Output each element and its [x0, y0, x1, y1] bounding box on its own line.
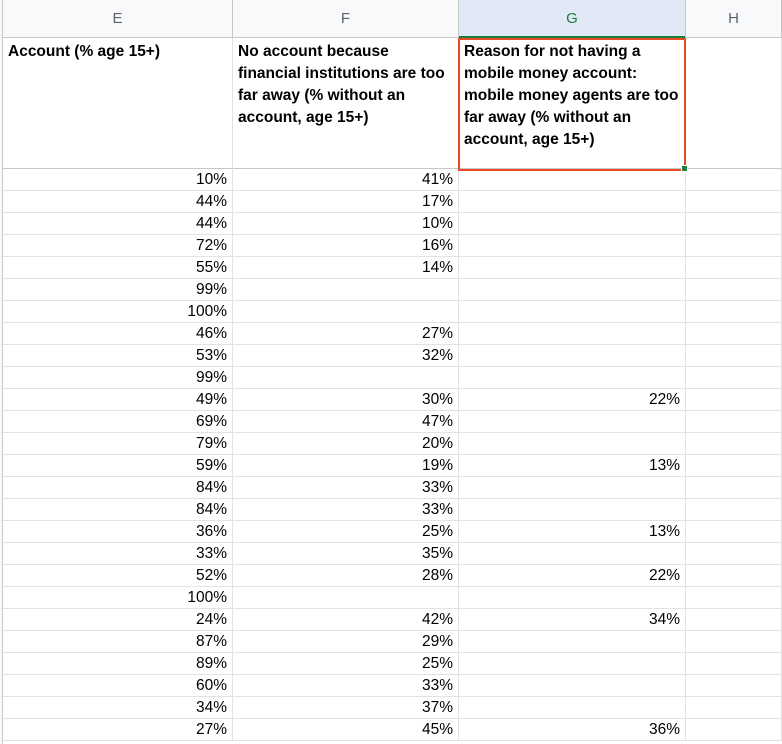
- cell-g[interactable]: [459, 235, 686, 257]
- table-row: [0, 213, 782, 235]
- cell-g[interactable]: [459, 653, 686, 675]
- cell-f[interactable]: 33%: [233, 477, 459, 499]
- cell-h[interactable]: [686, 477, 782, 499]
- cell-h[interactable]: [686, 301, 782, 323]
- fill-handle[interactable]: [681, 165, 688, 172]
- cell-f[interactable]: 29%: [233, 631, 459, 653]
- cell-g[interactable]: [459, 213, 686, 235]
- cell-f[interactable]: 27%: [233, 323, 459, 345]
- cell-e[interactable]: 84%: [3, 499, 233, 521]
- table-row: [0, 433, 782, 455]
- cell-h[interactable]: [686, 609, 782, 631]
- cell-e[interactable]: 36%: [3, 521, 233, 543]
- cell-g[interactable]: 22%: [459, 565, 686, 587]
- cell-e[interactable]: 44%: [3, 191, 233, 213]
- cell-g[interactable]: [459, 477, 686, 499]
- cell-h[interactable]: [686, 389, 782, 411]
- table-row: [0, 279, 782, 301]
- cell-g[interactable]: [459, 345, 686, 367]
- cell-h[interactable]: [686, 543, 782, 565]
- table-row: [0, 521, 782, 543]
- cell-e[interactable]: 84%: [3, 477, 233, 499]
- cell-h[interactable]: [686, 213, 782, 235]
- table-row: [0, 389, 782, 411]
- table-row: [0, 609, 782, 631]
- table-row: [0, 367, 782, 389]
- cell-f[interactable]: 19%: [233, 455, 459, 477]
- cell-g[interactable]: [459, 499, 686, 521]
- cell-h[interactable]: [686, 367, 782, 389]
- cell-e[interactable]: 34%: [3, 697, 233, 719]
- table-row: [0, 455, 782, 477]
- cell-h[interactable]: [686, 169, 782, 191]
- cell-f[interactable]: 32%: [233, 345, 459, 367]
- table-row: [0, 169, 782, 191]
- cell-e[interactable]: 99%: [3, 367, 233, 389]
- cell-e[interactable]: 55%: [3, 257, 233, 279]
- cell-g[interactable]: [459, 411, 686, 433]
- cell-h[interactable]: [686, 587, 782, 609]
- cell-e[interactable]: 44%: [3, 213, 233, 235]
- cell-f[interactable]: 47%: [233, 411, 459, 433]
- table-row: [0, 719, 782, 741]
- cell-g[interactable]: 36%: [459, 719, 686, 741]
- cell-f[interactable]: 42%: [233, 609, 459, 631]
- cell-h[interactable]: [686, 257, 782, 279]
- cell-h[interactable]: [686, 697, 782, 719]
- cell-e[interactable]: 24%: [3, 609, 233, 631]
- header-cell-f[interactable]: No account because financial institutions are too far away (% without an account, age 15+): [233, 38, 459, 169]
- cell-f[interactable]: [233, 279, 459, 301]
- table-row: [0, 631, 782, 653]
- header-cell-g[interactable]: Reason for not having a mobile money account: mobile money agents are too far away (% without an account, age 15+): [459, 38, 686, 169]
- cell-e[interactable]: 49%: [3, 389, 233, 411]
- cell-e[interactable]: 99%: [3, 279, 233, 301]
- cell-f[interactable]: [233, 587, 459, 609]
- cell-f[interactable]: 25%: [233, 653, 459, 675]
- table-row: [0, 653, 782, 675]
- cell-h[interactable]: [686, 345, 782, 367]
- cell-h[interactable]: [686, 279, 782, 301]
- cell-f[interactable]: 33%: [233, 675, 459, 697]
- column-header-f[interactable]: F: [233, 0, 459, 38]
- table-row: [0, 587, 782, 609]
- cell-f[interactable]: 35%: [233, 543, 459, 565]
- column-header-g[interactable]: G: [459, 0, 686, 38]
- cell-g[interactable]: 34%: [459, 609, 686, 631]
- cell-f[interactable]: [233, 301, 459, 323]
- table-row: [0, 323, 782, 345]
- table-row: [0, 697, 782, 719]
- cell-h[interactable]: [686, 565, 782, 587]
- cell-e[interactable]: 52%: [3, 565, 233, 587]
- table-row: [0, 411, 782, 433]
- cell-f[interactable]: 20%: [233, 433, 459, 455]
- table-row: [0, 477, 782, 499]
- cell-h[interactable]: [686, 235, 782, 257]
- cell-h[interactable]: [686, 499, 782, 521]
- cell-f[interactable]: 28%: [233, 565, 459, 587]
- cell-e[interactable]: 59%: [3, 455, 233, 477]
- cell-e[interactable]: 46%: [3, 323, 233, 345]
- column-header-e[interactable]: E: [3, 0, 233, 38]
- cell-g[interactable]: 13%: [459, 455, 686, 477]
- cell-f[interactable]: 45%: [233, 719, 459, 741]
- cell-e[interactable]: 87%: [3, 631, 233, 653]
- cell-f[interactable]: 33%: [233, 499, 459, 521]
- header-cell-h[interactable]: [686, 38, 782, 169]
- cell-h[interactable]: [686, 521, 782, 543]
- cell-h[interactable]: [686, 675, 782, 697]
- cell-g[interactable]: [459, 675, 686, 697]
- table-row: [0, 499, 782, 521]
- cell-e[interactable]: 27%: [3, 719, 233, 741]
- cell-e[interactable]: 33%: [3, 543, 233, 565]
- cell-f[interactable]: 17%: [233, 191, 459, 213]
- table-row: [0, 543, 782, 565]
- cell-h[interactable]: [686, 455, 782, 477]
- cell-h[interactable]: [686, 631, 782, 653]
- cell-g[interactable]: [459, 367, 686, 389]
- cell-f[interactable]: 25%: [233, 521, 459, 543]
- cell-g[interactable]: 13%: [459, 521, 686, 543]
- cell-g[interactable]: [459, 301, 686, 323]
- cell-e[interactable]: 89%: [3, 653, 233, 675]
- cell-f[interactable]: 10%: [233, 213, 459, 235]
- cell-e[interactable]: 100%: [3, 587, 233, 609]
- table-row: [0, 257, 782, 279]
- table-row: [0, 675, 782, 697]
- cell-g[interactable]: [459, 257, 686, 279]
- cell-g[interactable]: [459, 631, 686, 653]
- cell-e[interactable]: 53%: [3, 345, 233, 367]
- cell-e[interactable]: 10%: [3, 169, 233, 191]
- cell-e[interactable]: 60%: [3, 675, 233, 697]
- cell-g[interactable]: [459, 191, 686, 213]
- table-row: [0, 235, 782, 257]
- cell-h[interactable]: [686, 323, 782, 345]
- cell-f[interactable]: 37%: [233, 697, 459, 719]
- cell-g[interactable]: [459, 323, 686, 345]
- table-row: [0, 565, 782, 587]
- cell-h[interactable]: [686, 191, 782, 213]
- cell-f[interactable]: [233, 367, 459, 389]
- table-row: [0, 191, 782, 213]
- table-row: [0, 301, 782, 323]
- cell-g[interactable]: [459, 279, 686, 301]
- cell-h[interactable]: [686, 653, 782, 675]
- cell-h[interactable]: [686, 411, 782, 433]
- cell-h[interactable]: [686, 719, 782, 741]
- cell-f[interactable]: 16%: [233, 235, 459, 257]
- table-row: [0, 345, 782, 367]
- cell-e[interactable]: 72%: [3, 235, 233, 257]
- cell-e[interactable]: 69%: [3, 411, 233, 433]
- cell-h[interactable]: [686, 433, 782, 455]
- cell-g[interactable]: [459, 543, 686, 565]
- cell-e[interactable]: 79%: [3, 433, 233, 455]
- column-header-h[interactable]: H: [686, 0, 782, 38]
- cell-g[interactable]: [459, 169, 686, 191]
- cell-g[interactable]: [459, 433, 686, 455]
- cell-g[interactable]: 22%: [459, 389, 686, 411]
- cell-f[interactable]: 30%: [233, 389, 459, 411]
- cell-g[interactable]: [459, 587, 686, 609]
- cell-f[interactable]: 14%: [233, 257, 459, 279]
- cell-e[interactable]: 100%: [3, 301, 233, 323]
- header-cell-e[interactable]: Account (% age 15+): [3, 38, 233, 169]
- cell-f[interactable]: 41%: [233, 169, 459, 191]
- cell-g[interactable]: [459, 697, 686, 719]
